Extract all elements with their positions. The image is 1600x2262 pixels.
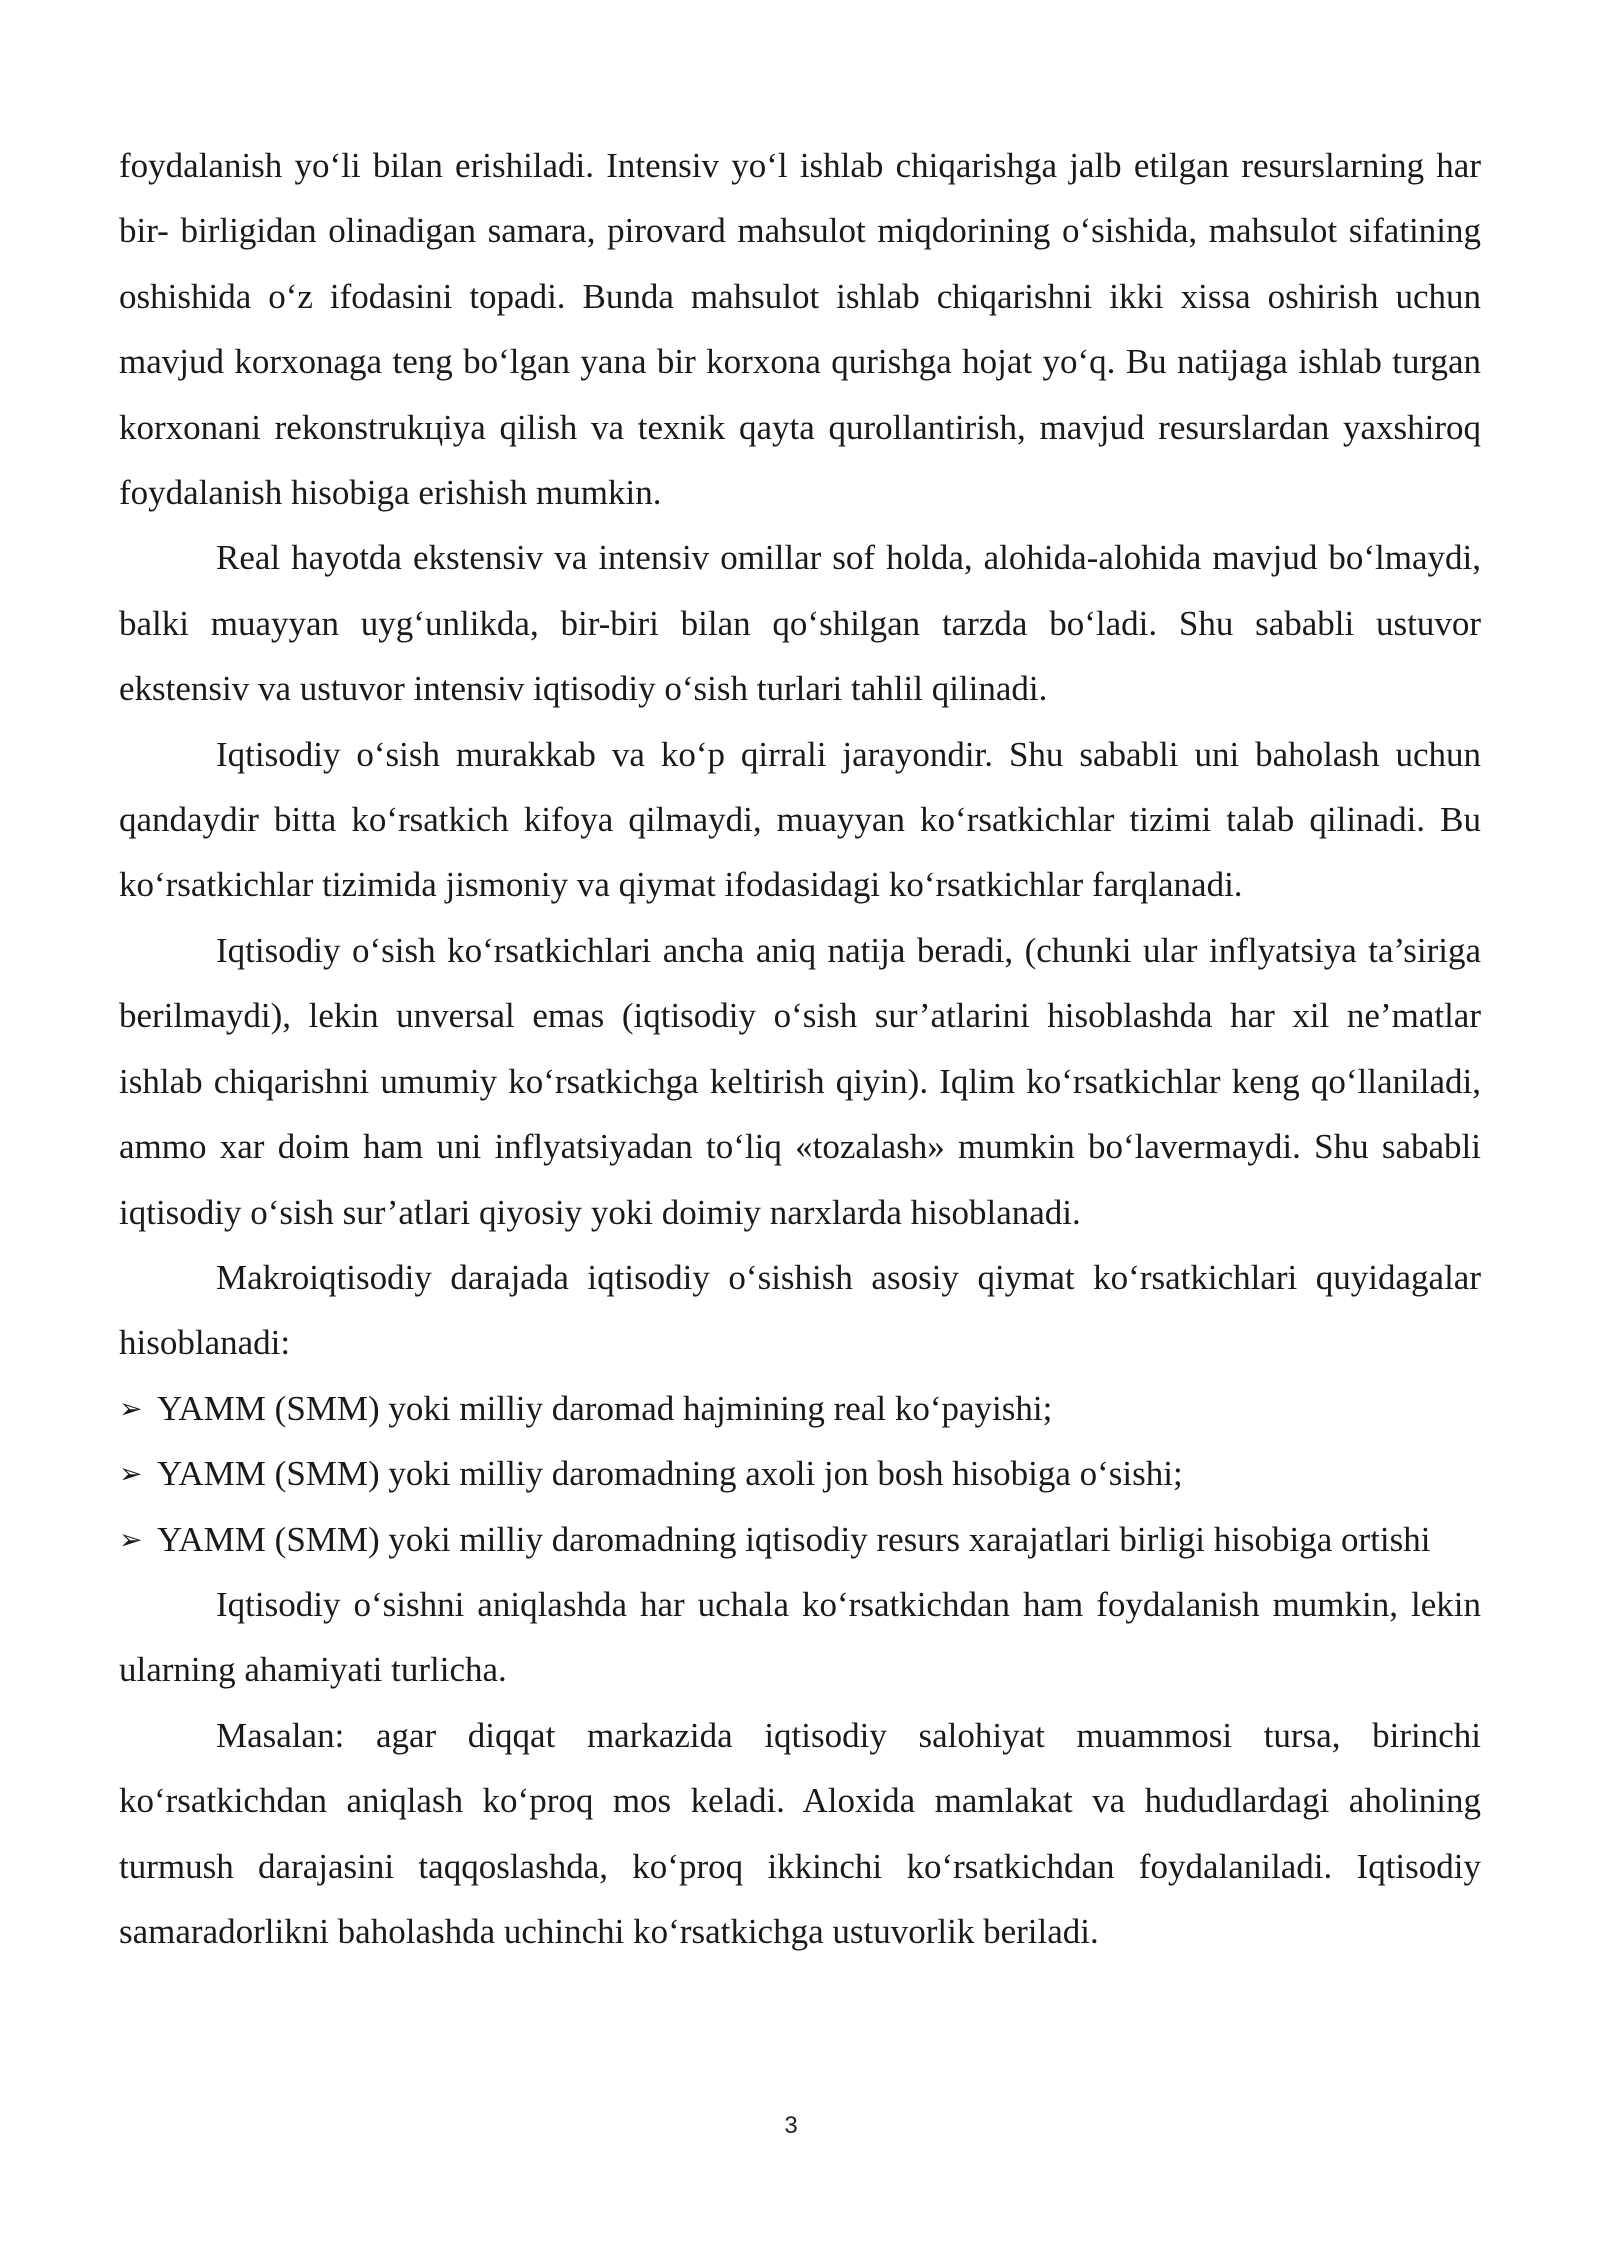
list-item-text: YAMM (SMM) yoki milliy daromadning axoli jon bosh hisobiga o‘sishi;: [157, 1454, 1183, 1494]
bullet-list: [119, 1376, 1481, 1572]
arrowhead-bullet-icon: ➢: [119, 1457, 143, 1491]
list-item-text: YAMM (SMM) yoki milliy daromad hajmining real ko‘payishi;: [157, 1388, 1053, 1428]
paragraph: foydalanish yo‘li bilan erishiladi. Intensiv yo‘l ishlab chiqarishga jalb etilgan resurslarning har bir- birligidan olinadigan samara, pirovard mahsulot miqdorining o‘sishida, mahsulot sifatining oshishida o‘z ifodasini topadi. Bunda mahsulot ishlab chiqarishni ikki xissa oshirish uchun mavjud korxonaga teng bo‘lgan yana bir korxona qurishga hojat yo‘q. Bu natijaga ishlab turgan korxonani rekonstrukцiya qilish va texnik qayta qurollantirish, mavjud resurslardan yaxshiroq foydalanish hisobiga erishish mumkin.: [119, 146, 1481, 513]
list-item-text: YAMM (SMM) yoki milliy daromadning iqtisodiy resurs xarajatlari birligi hisobiga ortishi: [157, 1519, 1431, 1559]
document-page: [119, 133, 1481, 1964]
arrowhead-bullet-icon: ➢: [119, 1522, 143, 1556]
paragraph: Real hayotda ekstensiv va intensiv omillar sof holda, alohida-alohida mavjud bo‘lmaydi, balki muayyan uyg‘unlikda, bir-biri bilan qo‘shilgan tarzda bo‘ladi. Shu sababli ustuvor ekstensiv va ustuvor intensiv iqtisodiy o‘sish turlari tahlil qilinadi.: [119, 538, 1481, 709]
paragraph: Makroiqtisodiy darajada iqtisodiy o‘sishish asosiy qiymat ko‘rsatkichlari quyidagalar hisoblanadi:: [119, 1257, 1481, 1363]
paragraph: Masalan: agar diqqat markazida iqtisodiy salohiyat muammosi tursa, birinchi ko‘rsatkichdan aniqlash ko‘proq mos keladi. Aloxida mamlakat va hududlardagi aholining turmush darajasini taqqoslashda, ko‘proq ikkinchi ko‘rsatkichdan foydalaniladi. Iqtisodiy samaradorlikni baholashda uchinchi ko‘rsatkichga ustuvorlik beriladi.: [119, 1715, 1481, 1951]
paragraph: Iqtisodiy o‘sish ko‘rsatkichlari ancha aniq natija beradi, (chunki ular inflyatsiya ta’siriga berilmaydi), lekin unversal emas (iqtisodiy o‘sish sur’atlarini hisoblashda har xil ne’matlar ishlab chiqarishni umumiy ko‘rsatkichga keltirish qiyin). Iqlim ko‘rsatkichlar keng qo‘llaniladi, ammo xar doim ham uni inflyatsiyadan to‘liq «tozalash» mumkin bo‘lavermaydi. Shu sababli iqtisodiy o‘sish sur’atlari qiyosiy yoki doimiy narxlarda hisoblanadi.: [119, 930, 1481, 1232]
list-item: [119, 1376, 1481, 1441]
paragraph: Iqtisodiy o‘sish murakkab va ko‘p qirrali jarayondir. Shu sababli uni baholash uchun qandaydir bitta ko‘rsatkich kifoya qilmaydi, muayyan ko‘rsatkichlar tizimi talab qilinadi. Bu ko‘rsatkichlar tizimida jismoniy va qiymat ifodasidagi ko‘rsatkichlar farqlanadi.: [119, 734, 1481, 905]
arrowhead-bullet-icon: ➢: [119, 1391, 143, 1425]
page-number: 3: [784, 2112, 798, 2139]
list-item: [119, 1507, 1481, 1572]
paragraph: Iqtisodiy o‘sishni aniqlashda har uchala ko‘rsatkichdan ham foydalanish mumkin, lekin ularning ahamiyati turlicha.: [119, 1584, 1481, 1690]
list-item: [119, 1441, 1481, 1506]
